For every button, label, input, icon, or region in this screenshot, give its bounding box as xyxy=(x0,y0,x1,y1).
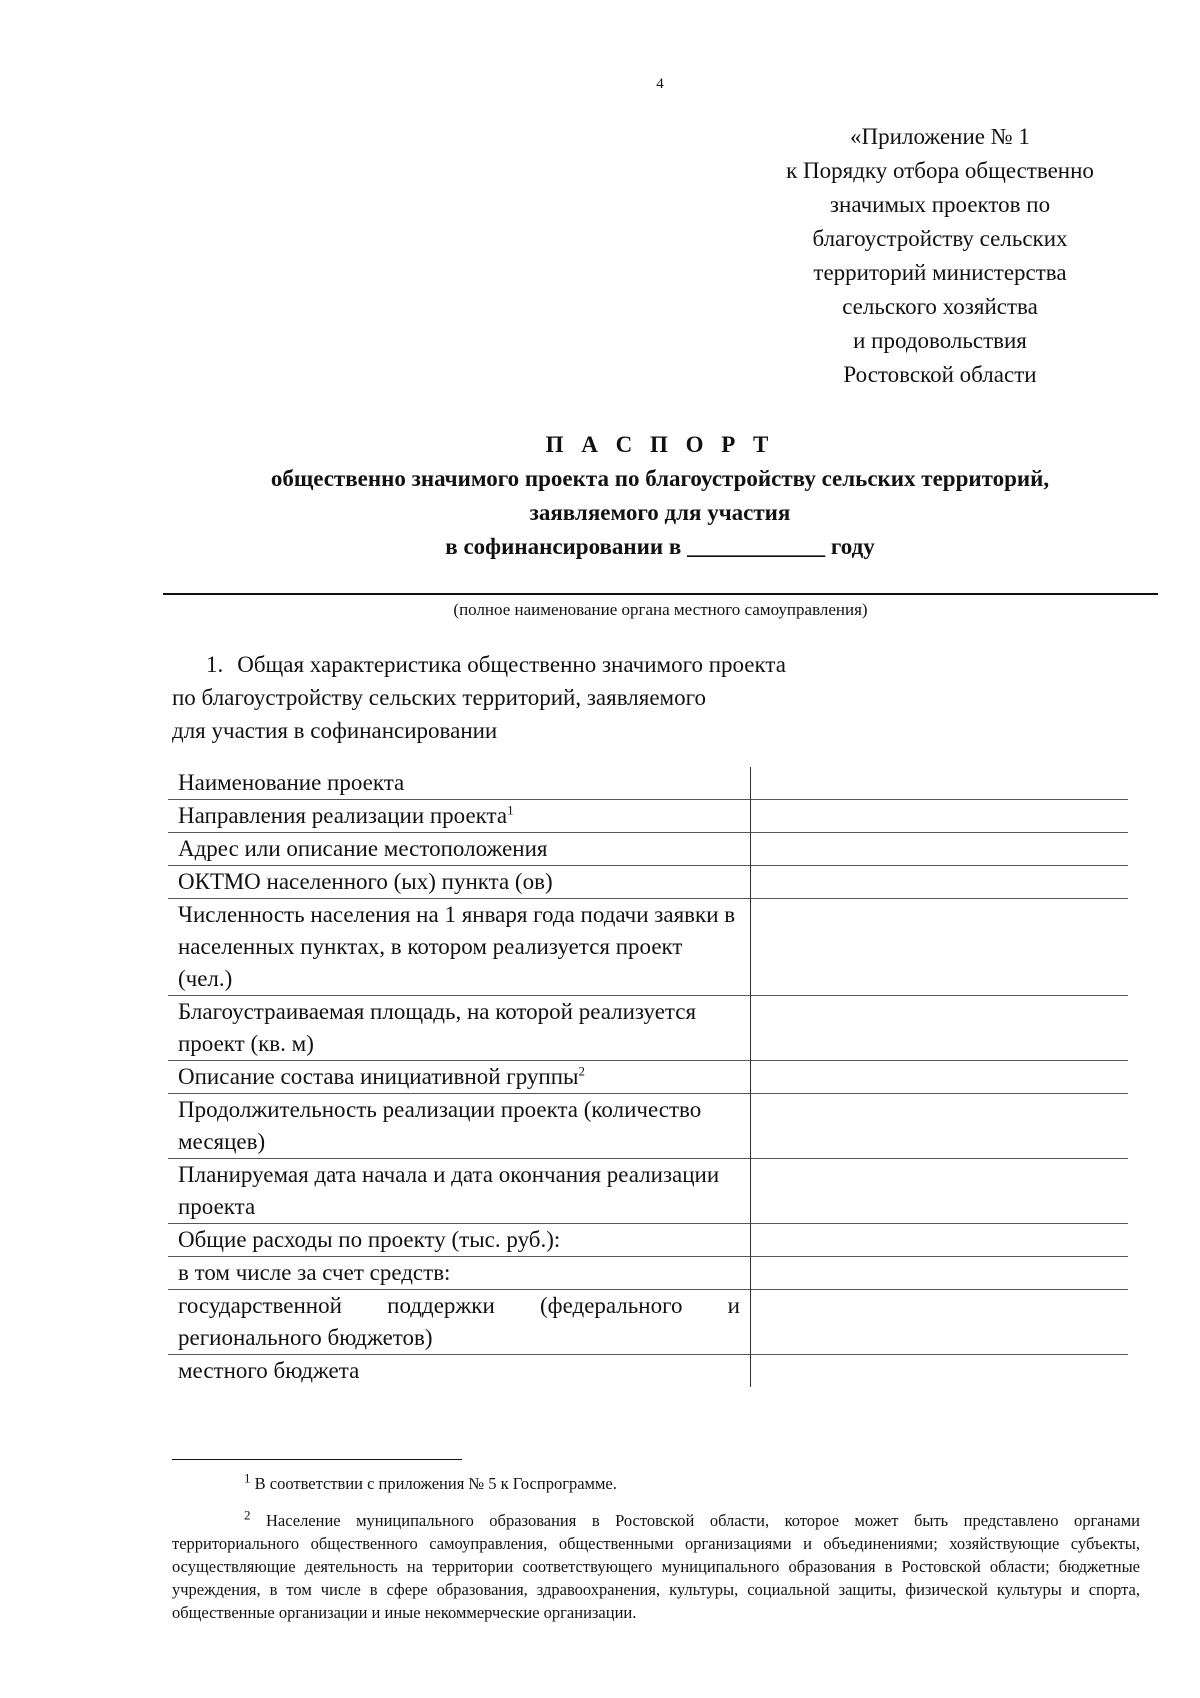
row-value-field[interactable] xyxy=(751,866,1129,899)
appendix-line: сельского хозяйства xyxy=(842,294,1038,319)
table-row xyxy=(168,1257,1128,1290)
table-row xyxy=(168,899,1128,996)
footnote-ref: 2 xyxy=(578,1063,585,1079)
table-row xyxy=(168,833,1128,866)
row-value-field[interactable] xyxy=(751,1257,1129,1290)
table-row xyxy=(168,1224,1128,1257)
table-row xyxy=(168,1290,1128,1355)
table-row xyxy=(168,866,1128,899)
row-label: Описание состава инициативной группы$^2$ xyxy=(178,1063,585,1089)
row-value-field[interactable] xyxy=(751,1094,1129,1159)
project-form-table xyxy=(168,767,1128,1387)
row-label: Направления реализации проекта$^1$ xyxy=(178,802,514,828)
gov-body-fill-line xyxy=(163,593,1158,595)
footnote-mark: 2 xyxy=(244,1507,251,1523)
section-heading-line: для участия в софинансировании xyxy=(172,718,498,743)
appendix-header xyxy=(735,120,1145,392)
footnotes xyxy=(172,1472,1140,1638)
gov-body-caption: (полное наименование органа местного самоуправления) xyxy=(453,600,868,619)
table-row xyxy=(168,1355,1128,1388)
table-row xyxy=(168,1159,1128,1224)
row-value-field[interactable] xyxy=(751,1355,1129,1388)
section-heading-line: Общая характеристика общественно значимого проекта xyxy=(237,652,786,677)
row-label: ОКТМО населенного (ых) пункта (ов) xyxy=(178,869,553,894)
table-row xyxy=(168,800,1128,833)
footnote-separator xyxy=(172,1459,462,1460)
row-value-field[interactable] xyxy=(751,899,1129,996)
row-value-field[interactable] xyxy=(751,833,1129,866)
table-row xyxy=(168,1094,1128,1159)
appendix-line: благоустройству сельских xyxy=(812,226,1068,251)
document-title xyxy=(150,428,1170,564)
row-value-field[interactable] xyxy=(751,1224,1129,1257)
title-line: в софинансировании в ____________ году xyxy=(445,534,875,559)
row-label: государственной поддержки (федерального и регионального бюджетов) xyxy=(178,1293,740,1350)
table-row xyxy=(168,996,1128,1061)
table-row xyxy=(168,1061,1128,1094)
row-value-field[interactable] xyxy=(751,1061,1129,1094)
row-value-field[interactable] xyxy=(751,767,1129,800)
row-label: Планируемая дата начала и дата окончания реализации проекта xyxy=(178,1162,720,1219)
page-number: 4 xyxy=(656,76,664,92)
row-label: Численность населения на 1 января года подачи заявки в населенных пунктах, в котором реализуется проект (чел.) xyxy=(178,902,736,991)
section-heading-line: по благоустройству сельских территорий, заявляемого xyxy=(172,685,706,710)
appendix-line: территорий министерства xyxy=(813,260,1067,285)
section-1-heading xyxy=(172,648,972,747)
footnote-1: $^1$ В соответствии с приложения № 5 к Госпрограмме. xyxy=(244,1470,617,1493)
title-main: П А С П О Р Т xyxy=(545,432,775,457)
footnote-mark: 1 xyxy=(244,1470,251,1486)
row-label: Продолжительность реализации проекта (количество месяцев) xyxy=(178,1097,702,1154)
row-value-field[interactable] xyxy=(751,1159,1129,1224)
row-value-field[interactable] xyxy=(751,800,1129,833)
footnote-ref: 1 xyxy=(507,802,514,818)
row-value-field[interactable] xyxy=(751,996,1129,1061)
appendix-line: значимых проектов по xyxy=(829,192,1051,217)
appendix-line: Ростовской области xyxy=(843,362,1037,387)
row-label: Наименование проекта xyxy=(178,770,405,795)
section-number: 1. xyxy=(206,652,224,677)
table-row xyxy=(168,767,1128,800)
title-line: общественно значимого проекта по благоустройству сельских территорий, xyxy=(270,466,1050,491)
row-value-field[interactable] xyxy=(751,1290,1129,1355)
row-label: Адрес или описание местоположения xyxy=(178,836,548,861)
appendix-line: к Порядку отбора общественно xyxy=(786,158,1094,183)
row-label: местного бюджета xyxy=(178,1358,360,1383)
title-line: заявляемого для участия xyxy=(529,500,791,525)
footnote-2: $^2$ Население муниципального образования в Ростовской области, которое может быть представлено органами территориального общественного самоуправления, общественными организациями и объединениями; хозяйствующие субъекты, осуществляющие деятельность на территории соответствующего муниципального образования в Ростовской области; бюджетные учреждения, в том числе в сфере образования, здравоохранения, культуры, социальной защиты, физической культуры и спорта, общественные организации и иные некоммерческие организации. xyxy=(172,1507,1141,1622)
appendix-line: «Приложение № 1 xyxy=(850,124,1030,149)
appendix-line: и продовольствия xyxy=(853,328,1027,353)
row-label: в том числе за счет средств: xyxy=(178,1260,451,1285)
row-label: Общие расходы по проекту (тыс. руб.): xyxy=(178,1227,561,1252)
row-label: Благоустраиваемая площадь, на которой реализуется проект (кв. м) xyxy=(178,999,697,1056)
